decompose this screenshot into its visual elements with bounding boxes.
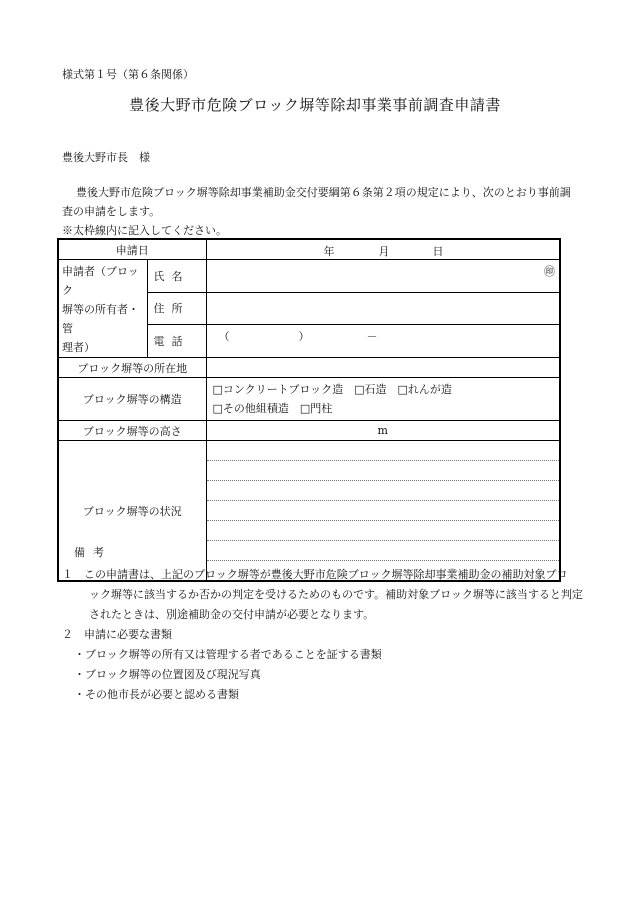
fill-instruction-note: ※太枠線内に記入してください。 (62, 224, 227, 237)
structure-options-line-1[interactable]: □コンクリートブロック造 □石造 □れんが造 (212, 383, 452, 396)
phone-field[interactable] (206, 325, 560, 358)
remark-1-line-1: １ この申請書は、上記のブロック塀等が豊後大野市危険ブロック塀等除却事業補助金の補助対象ブロ (62, 568, 568, 581)
applicant-label-line-2: 塀等の所有者・管 (62, 303, 139, 335)
phone-open-paren: （ (218, 330, 230, 344)
height-row (58, 421, 560, 441)
required-document-3: ・その他市長が必要と認める書類 (74, 688, 239, 701)
address-label: 住所 (147, 292, 206, 325)
phone-label: 電話 (147, 325, 206, 358)
applicant-label (58, 260, 147, 358)
document-title: 豊後大野市危険ブロック塀等除却事業事前調査申請書 (129, 96, 501, 114)
remarks-title: 備考 (74, 546, 112, 559)
location-label: ブロック塀等の所在地 (58, 358, 206, 378)
status-label: ブロック塀等の状況 (58, 441, 206, 582)
required-document-1: ・ブロック塀等の所有又は管理する者であることを証する書類 (74, 648, 382, 661)
structure-row (58, 378, 560, 421)
form-number: 様式第１号（第６条関係） (62, 68, 194, 81)
remark-1-line-2: ック塀等に該当するか否かの判定を受けるためのものです。補助対象ブロック塀等に該当すると判定 (89, 588, 583, 601)
date-row (58, 239, 560, 260)
structure-label: ブロック塀等の構造 (58, 378, 206, 421)
required-document-2: ・ブロック塀等の位置図及び現況写真 (74, 668, 261, 681)
structure-options-line-2[interactable]: □その他組積造 □門柱 (212, 402, 333, 415)
intro-line-2: 査の申請をします。 (62, 205, 161, 218)
date-day: 日 (432, 245, 444, 258)
remark-1-line-3: されたときは、別途補助金の交付申請が必要となります。 (89, 608, 375, 621)
name-row (58, 260, 560, 293)
remark-2: ２ 申請に必要な書類 (62, 628, 172, 641)
status-line[interactable] (207, 541, 560, 561)
status-field[interactable] (206, 441, 560, 582)
height-label: ブロック塀等の高さ (58, 421, 206, 441)
date-field[interactable] (206, 239, 560, 260)
date-year: 年 (323, 245, 335, 258)
seal-mark: ㊞ (544, 265, 555, 278)
status-row (58, 441, 560, 582)
applicant-label-line-3: 理者） (62, 341, 95, 354)
height-unit: m (377, 424, 388, 437)
name-field[interactable] (206, 260, 560, 293)
location-field[interactable] (206, 358, 560, 378)
phone-dash: － (366, 330, 378, 344)
application-form-table (57, 238, 561, 582)
phone-close-paren: ） (298, 330, 310, 344)
status-line[interactable] (207, 441, 560, 461)
applicant-label-line-1: 申請者（ブロック (62, 265, 139, 297)
height-field[interactable] (206, 421, 560, 441)
status-line[interactable] (207, 501, 560, 521)
status-line[interactable] (207, 521, 560, 541)
address-field[interactable] (206, 292, 560, 325)
location-row (58, 358, 560, 378)
status-line[interactable] (207, 481, 560, 501)
structure-options[interactable] (206, 378, 560, 421)
intro-line-1: 豊後大野市危険ブロック塀等除却事業補助金交付要綱第６条第２項の規定により、次のとおり事前調 (76, 186, 571, 199)
date-label: 申請日 (58, 239, 206, 260)
status-line[interactable] (207, 461, 560, 481)
date-month: 月 (378, 245, 390, 258)
addressee: 豊後大野市長 様 (62, 151, 150, 164)
name-label: 氏名 (147, 260, 206, 293)
